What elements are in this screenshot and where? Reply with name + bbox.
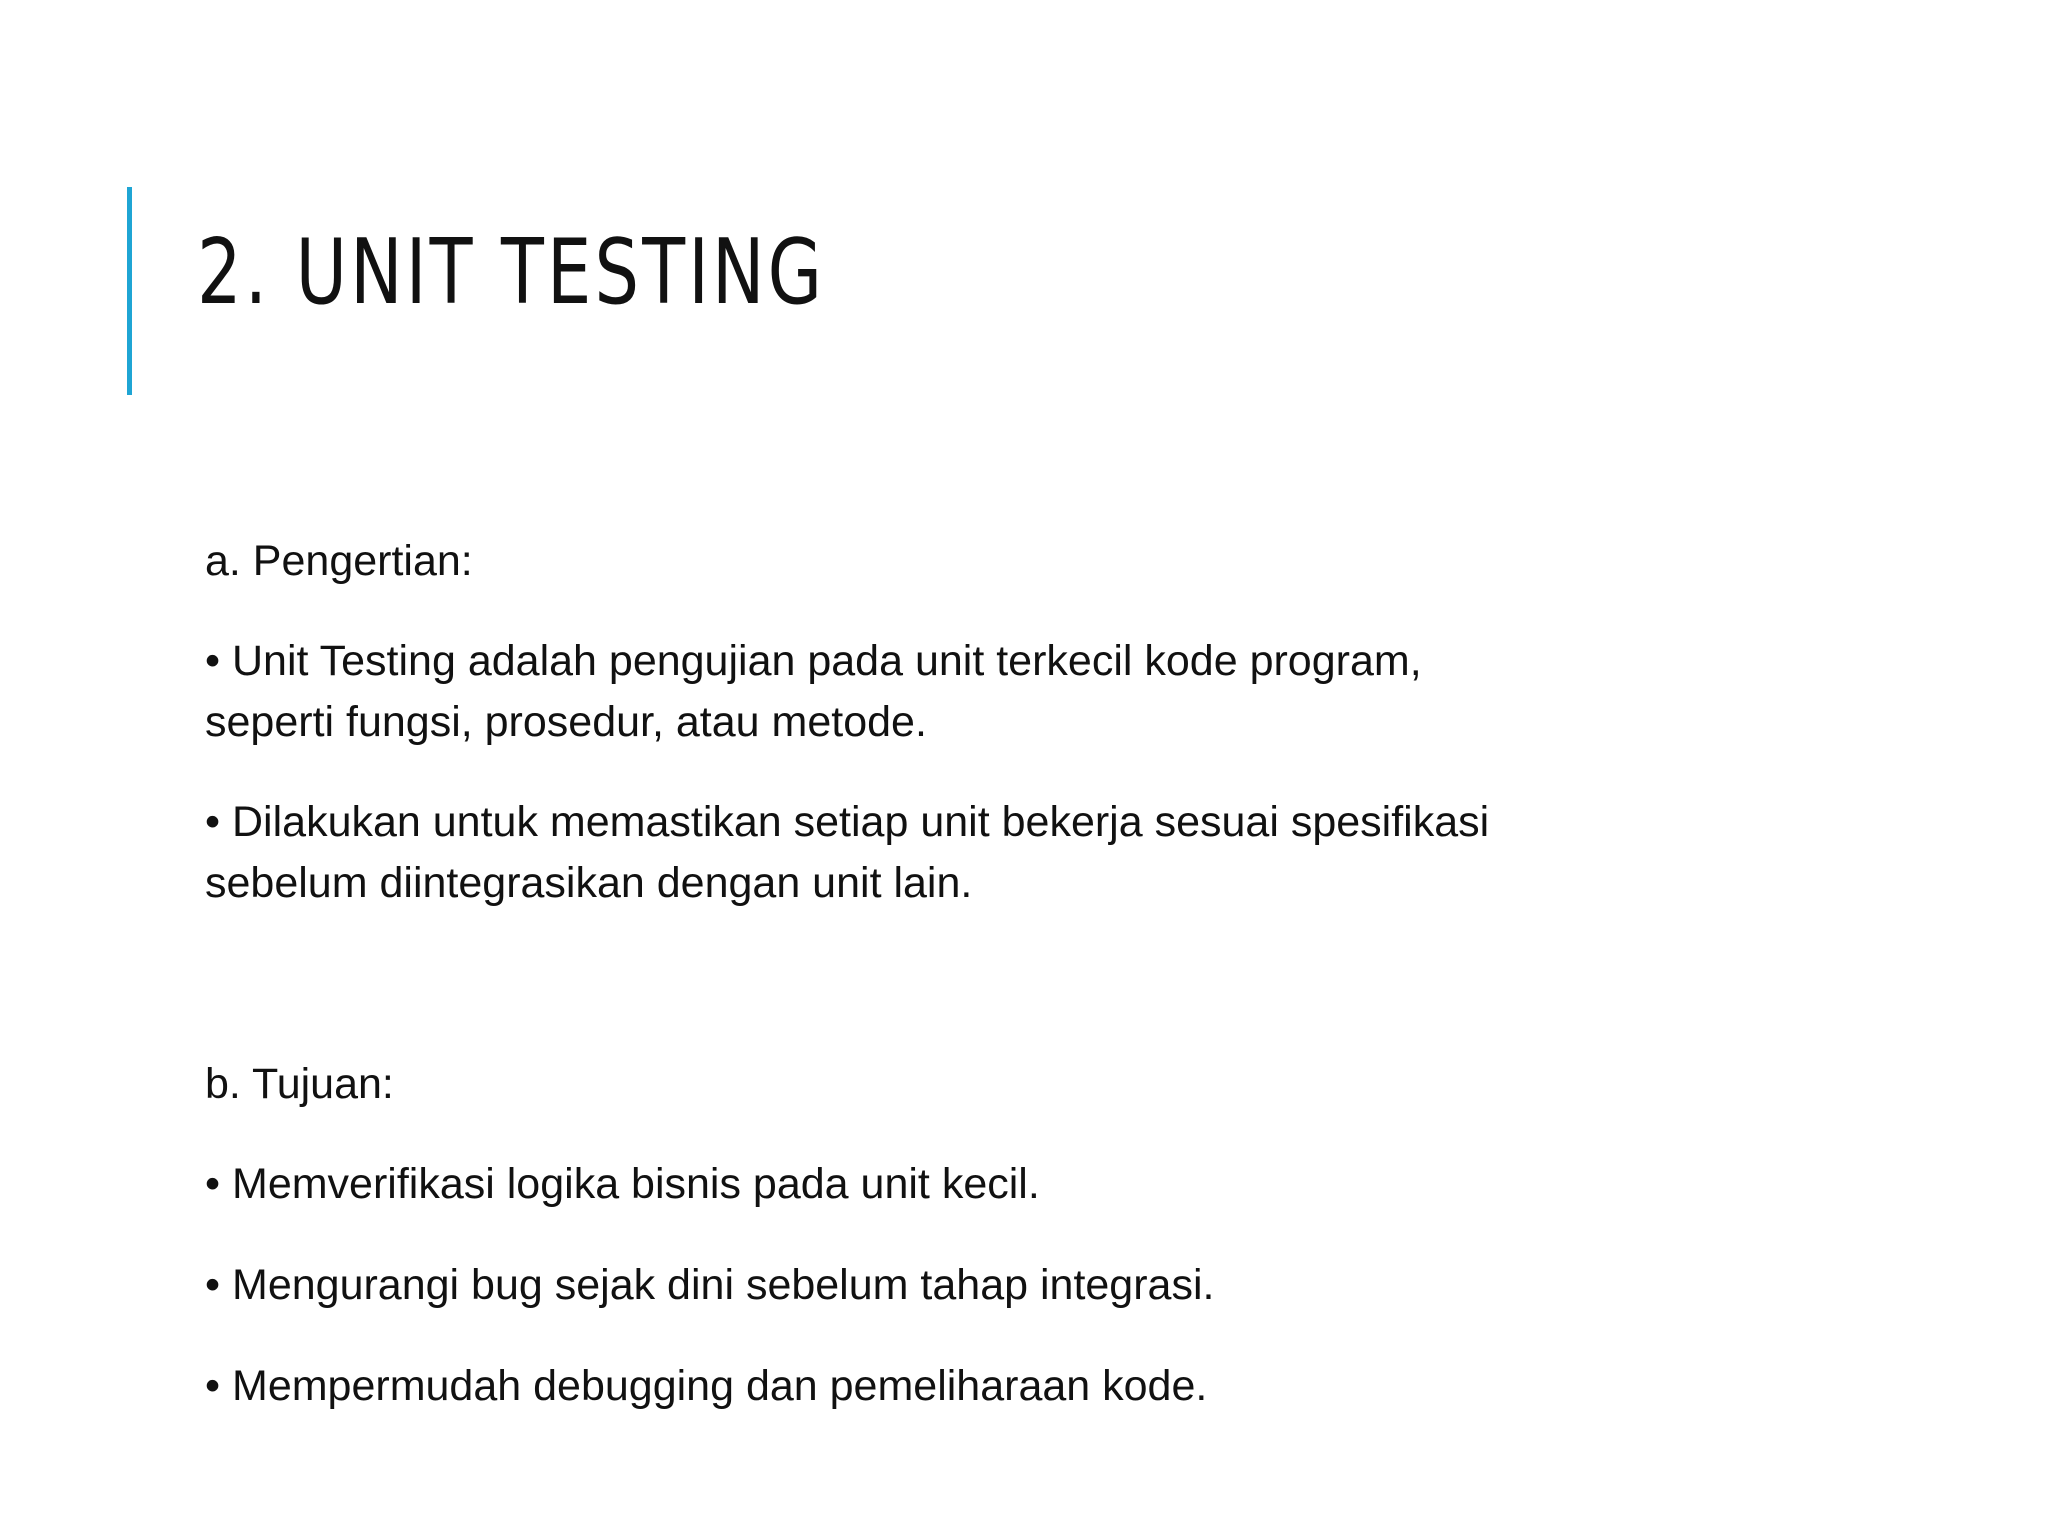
bullet-tujuan-3: • Mempermudah debugging dan pemeliharaan kode. [205, 1362, 1208, 1410]
slide-title: 2. UNIT TESTING [197, 220, 826, 325]
bullet-pengertian-2-line-2: sebelum diintegrasikan dengan unit lain. [205, 859, 973, 907]
section-heading-tujuan: b. Tujuan: [205, 1060, 394, 1108]
bullet-pengertian-1-line-1: • Unit Testing adalah pengujian pada unit terkecil kode program, [205, 637, 1422, 685]
bullet-tujuan-2: • Mengurangi bug sejak dini sebelum tahap integrasi. [205, 1261, 1215, 1309]
title-accent-bar [127, 187, 132, 395]
bullet-pengertian-2-line-1: • Dilakukan untuk memastikan setiap unit bekerja sesuai spesifikasi [205, 798, 1490, 846]
bullet-pengertian-1-line-2: seperti fungsi, prosedur, atau metode. [205, 698, 927, 746]
bullet-tujuan-1: • Memverifikasi logika bisnis pada unit kecil. [205, 1160, 1040, 1208]
section-heading-pengertian: a. Pengertian: [205, 537, 473, 585]
